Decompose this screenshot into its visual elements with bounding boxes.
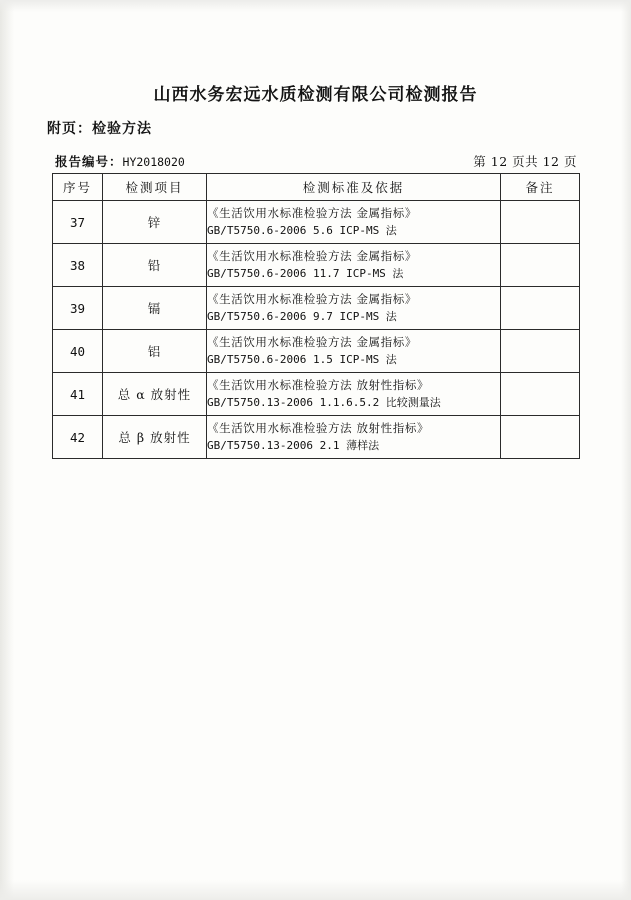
standard-code: GB/T5750.6-2006 9.7 ICP-MS 法 [207, 310, 397, 324]
cell-standard [207, 244, 501, 287]
page-title: 山西水务宏远水质检测有限公司检测报告 [153, 85, 478, 105]
cell-no: 41 [53, 373, 103, 416]
table-row [53, 416, 580, 459]
column-header-no: 序号 [53, 174, 103, 201]
page-number-info: 第 12 页共 12 页 [473, 154, 577, 169]
scan-shadow-right [621, 0, 631, 900]
cell-no: 39 [53, 287, 103, 330]
standard-title: 《生活饮用水标准检验方法 金属指标》 [207, 291, 417, 306]
report-number [55, 152, 185, 170]
standard-code: GB/T5750.6-2006 5.6 ICP-MS 法 [207, 224, 397, 238]
cell-no: 37 [53, 201, 103, 244]
cell-item: 铝 [103, 330, 207, 373]
standard-title: 《生活饮用水标准检验方法 放射性指标》 [207, 420, 430, 435]
cell-standard [207, 330, 501, 373]
standard-title: 《生活饮用水标准检验方法 金属指标》 [207, 334, 417, 349]
table-row [53, 330, 580, 373]
cell-standard [207, 287, 501, 330]
column-header-note: 备注 [501, 174, 580, 201]
standard-title: 《生活饮用水标准检验方法 放射性指标》 [207, 377, 430, 392]
column-header-item: 检测项目 [103, 174, 207, 201]
test-methods-table [52, 173, 580, 459]
table-row [53, 373, 580, 416]
cell-item: 铅 [103, 244, 207, 287]
column-header-standard: 检测标准及依据 [207, 174, 501, 201]
cell-note [501, 416, 580, 459]
cell-item: 锌 [103, 201, 207, 244]
table-row [53, 287, 580, 330]
cell-standard [207, 373, 501, 416]
cell-item: 总 β 放射性 [103, 416, 207, 459]
cell-no: 40 [53, 330, 103, 373]
table-row [53, 201, 580, 244]
scan-shadow-bottom [0, 880, 631, 900]
standard-code: GB/T5750.13-2006 1.1.6.5.2 比较测量法 [207, 396, 441, 410]
cell-no: 42 [53, 416, 103, 459]
cell-standard [207, 416, 501, 459]
cell-note [501, 287, 580, 330]
cell-note [501, 244, 580, 287]
standard-code: GB/T5750.13-2006 2.1 薄样法 [207, 439, 380, 453]
cell-standard [207, 201, 501, 244]
report-meta-row [55, 152, 577, 170]
standard-title: 《生活饮用水标准检验方法 金属指标》 [207, 248, 417, 263]
cell-note [501, 373, 580, 416]
scan-shadow-left [0, 0, 14, 900]
cell-no: 38 [53, 244, 103, 287]
scan-shadow-top [0, 0, 631, 12]
table-header-row [53, 174, 580, 201]
table-row [53, 244, 580, 287]
cell-note [501, 201, 580, 244]
cell-note [501, 330, 580, 373]
standard-code: GB/T5750.6-2006 1.5 ICP-MS 法 [207, 353, 397, 367]
report-number-label: 报告编号： [55, 154, 123, 169]
report-number-value: HY2018020 [122, 155, 185, 169]
attachment-subtitle: 附页：检验方法 [47, 121, 152, 137]
standard-title: 《生活饮用水标准检验方法 金属指标》 [207, 205, 417, 220]
cell-item: 总 α 放射性 [103, 373, 207, 416]
cell-item: 镉 [103, 287, 207, 330]
standard-code: GB/T5750.6-2006 11.7 ICP-MS 法 [207, 267, 404, 281]
